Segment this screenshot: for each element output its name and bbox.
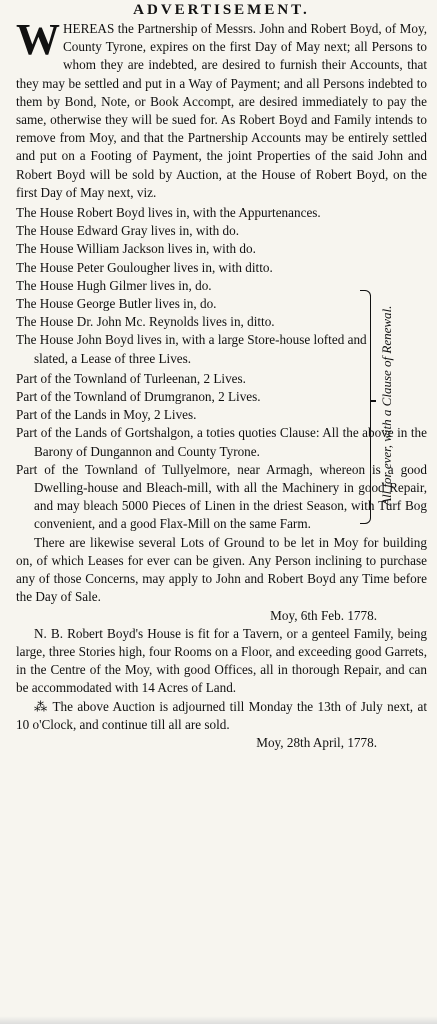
asterism-icon: ⁂	[34, 698, 49, 714]
adjourned-text: The above Auction is adjourned till Monday the 13th of July next, at 10 o'Clock, and continue till all are sold.	[16, 698, 427, 732]
intro-paragraph	[16, 15, 427, 202]
adjourned-paragraph	[16, 698, 427, 734]
advertisement-title: ADVERTISEMENT.	[133, 2, 310, 18]
house-item: The House John Boyd lives in, with a large Store-house lofted and slated, a Lease of three Lives.	[16, 332, 367, 366]
house-item: The House Peter Goulougher lives in, with ditto.	[16, 259, 273, 275]
page-bottom-edge	[0, 1016, 437, 1024]
curly-brace-tip	[370, 400, 376, 402]
house-list	[16, 204, 369, 368]
house-item: The House Dr. John Mc. Reynolds lives in, ditto.	[16, 314, 275, 330]
land-part-item: Part of the Lands in Moy, 2 Lives.	[16, 407, 197, 423]
land-part-item: Part of the Townland of Tullyelmore, near Armagh, whereon is a good Dwelling-house and Bleach-mill, with all the Machinery in good Repair, and may bleach 5000 Pieces of Linen in the driest Season, with Turf Bog convenient, and a good Flax-Mill on the same Farm.	[16, 461, 427, 532]
brace-note: All for ever, with a Clause of Renewal.	[379, 305, 394, 507]
house-item: The House Hugh Gilmer lives in, do.	[16, 277, 212, 293]
land-part-item: Part of the Lands of Gortshalgon, a toties quoties Clause: All the above in the Barony of Dungannon and County Tyrone.	[16, 425, 427, 459]
dateline-april: Moy, 28th April, 1778.	[256, 734, 377, 750]
land-part-item: Part of the Townland of Turleenan, 2 Lives.	[16, 370, 246, 386]
house-item: The House William Jackson lives in, with do.	[16, 241, 256, 257]
drop-cap: W	[16, 15, 60, 64]
house-item: The House Edward Gray lives in, with do.	[16, 223, 240, 239]
intro-text: HEREAS the Partnership of Messrs. John and Robert Boyd, of Moy, County Tyrone, expires on the first Day of May next; all Persons to whom they are indebted, are desired to furnish their Accounts, that they may be settled and put in a Way of Payment; and all Persons indebted to them by Bond, Note, or Book Accompt, are desired immediately to pay the same, otherwise they will be sued for. As Robert Boyd and Family intends to remove from Moy, and that the Partnership Accounts may be entirely settled and put on a Footing of Payment, the joint Properties of the said John and Robert Boyd will be sold by Auction, at the House of Robert Boyd, on the first Day of May next, viz.	[16, 21, 427, 200]
house-item: The House Robert Boyd lives in, with the Appurtenances.	[16, 205, 321, 221]
dateline-february: Moy, 6th Feb. 1778.	[270, 607, 377, 623]
house-item: The House George Butler lives in, do.	[16, 296, 217, 312]
land-part-item: Part of the Townland of Drumgranon, 2 Lives.	[16, 389, 261, 405]
nb-paragraph: N. B. Robert Boyd's House is fit for a Tavern, or a genteel Family, being large, three Stories high, four Rooms on a Floor, and exceeding good Garrets, in the Centre of the Moy, with good Offices, all in thorough Repair, and can be accommodated with 14 Acres of Land.	[16, 625, 427, 696]
lots-paragraph: There are likewise several Lots of Ground to be let in Moy for building on, of which Leases for ever can be given. Any Person inclining to purchase any of those Concerns, may apply to John and Robert Boyd any Time before the Day of Sale.	[16, 534, 427, 605]
curly-brace	[360, 290, 371, 524]
